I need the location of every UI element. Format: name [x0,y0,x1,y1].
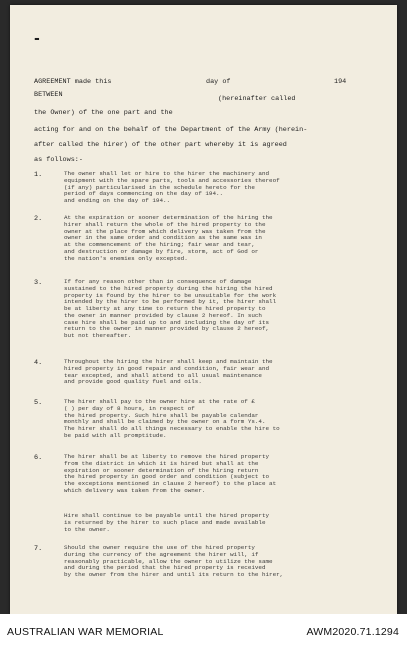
document-page [10,5,397,614]
source-credit: AUSTRALIAN WAR MEMORIAL [7,626,164,638]
clause-text: The hirer shall be at liberty to remove the hired property from the district in which it is hired but shall at the expiration or sooner determination of the hiring return the hired property in good order and condition (subject to the exceptions mentioned in clause 2 hereof) to the place at which delivery was taken from the owner. [64,453,277,494]
hirer-line: after called the hirer) of the other part whereby it is agreed [34,141,287,149]
year-label: 194 [334,78,347,86]
clause-text: If for any reason other than in consequence of damage sustained to the hired property during the hiring the hired property is found by the hirer to be unsuitable for the work intended by the hirer to be performed by it, the hirer shall be at liberty at any time to return the hired property to the owner in manner provided by clause 2 hereof. In such case hire shall be paid up to and including the day of its return to the owner in manner provided by clause 2 hereof, but not thereafter. [64,278,277,339]
between-label: BETWEEN [34,91,63,99]
day-of-label: day of [206,78,231,86]
accession-number: AWM2020.71.1294 [306,626,399,638]
clause-number: 4. [34,359,43,367]
hereinafter-label: (hereinafter called [218,95,296,103]
agreement-line: AGREEMENT made this [34,78,112,86]
clause-text: The hirer shall pay to the owner hire at the rate of £ ( ) per day of 8 hours, in respect of the hired property. Such hire shall be payable calendar monthly and shall be claimed by the owner on a form Ys.4. The hirer shall do all things necessary to enable the hire to be paid with all promptitude. [64,398,280,439]
clause-number: 3. [34,279,43,287]
clause-number: 1. [34,171,43,179]
clause-number: 2. [34,215,43,223]
clause-text: At the expiration or sooner determination of the hiring the hirer shall return the whole of the hired property to the owner at the place from which delivery was taken from the owner in the same order and condition as the same was in at the commencement of the hiring; fair wear and tear, and destruction or damage by fire, storm, act of God or the nation's enemies only excepted. [64,214,273,262]
clause-number: 5. [34,399,43,407]
clause-number: 7. [34,545,43,553]
clause-text: The owner shall let or hire to the hirer the machinery and equipment with the spare parts, tools and accessories thereof (if any) particularised in the schedule hereto for the period of days commencing on the day of 194.. and ending on the day of 194.. [64,170,280,204]
continued-paragraph: Hire shall continue to be payable until the hired property is returned by the hirer to such place and made available to the owner. [64,512,270,533]
as-follows-label: as follows:- [34,156,83,164]
clause-text: Should the owner require the use of the hired property during the currency of the agreement the hirer will, if reasonably practicable, allow the owner to utilize the same and during the period that the hired property is received by the owner from the hirer and until its return to the hirer, [64,544,284,578]
owner-line: the Owner) of the one part and the [34,109,173,117]
footer-bar [0,614,407,653]
corner-mark: - [34,31,40,47]
acting-line: acting for and on the behalf of the Department of the Army (herein- [34,126,308,134]
clause-text: Throughout the hiring the hirer shall keep and maintain the hired property in good repair and condition, fair wear and tear excepted, and shall attend to all usual maintenance and provide good quality fuel and oils. [64,358,273,386]
clause-number: 6. [34,454,43,462]
